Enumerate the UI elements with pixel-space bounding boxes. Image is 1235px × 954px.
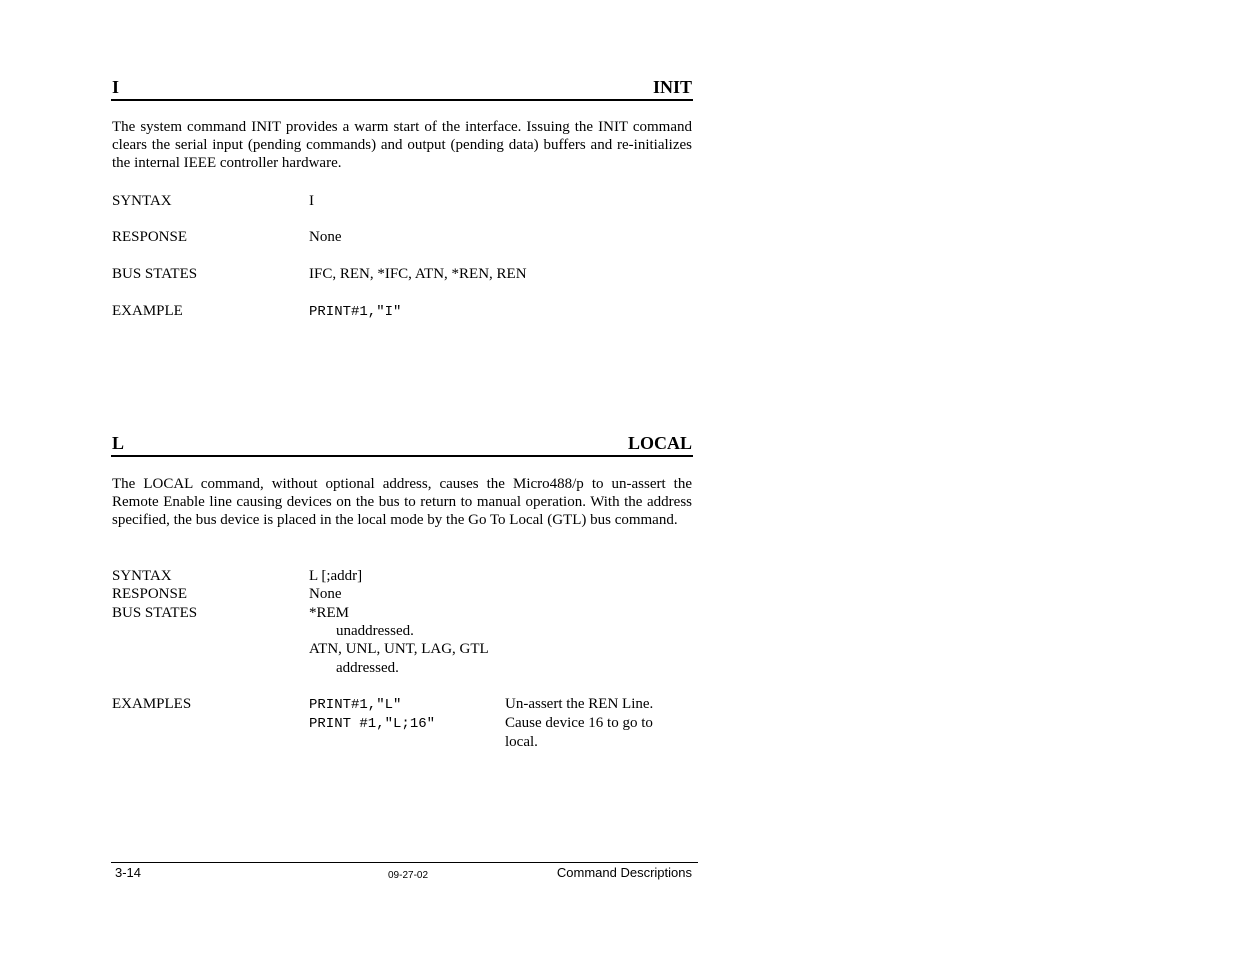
local-response-value: None (309, 586, 342, 602)
footer-rule (111, 862, 698, 863)
bus-state-entry: *REM (309, 605, 350, 621)
footer-date: 09-27-02 (388, 870, 429, 881)
local-syntax-value: L [;addr] (309, 568, 363, 584)
local-heading (111, 431, 693, 457)
local-title: LOCAL (627, 433, 692, 453)
bus-state-condition: addressed. (336, 660, 399, 676)
init-bus-states-value: IFC, REN, *IFC, ATN, *REN, REN (309, 266, 527, 282)
local-description: The LOCAL command, without optional address, causes the Micro488/p to un-assert the Remote Enable line causing devices on the bus to return to manual operation. With the address specified, the bus device is placed in the local mode by the Go To Local (GTL) bus command. (112, 476, 692, 528)
footer-page-number: 3-14 (115, 865, 142, 880)
footer-chapter-title: Command Descriptions (556, 865, 692, 880)
example-note: Cause device 16 to go to (505, 715, 653, 731)
bus-state-entry: ATN, UNL, UNT, LAG, GTL (309, 641, 489, 657)
init-title: INIT (652, 77, 692, 97)
init-example-label: EXAMPLE (112, 303, 183, 319)
init-syntax-label: SYNTAX (112, 193, 172, 209)
init-letter: I (112, 77, 120, 97)
example-code: PRINT#1,"L" (309, 697, 402, 713)
local-bus-states-label: BUS STATES (112, 605, 198, 621)
init-bus-states-label: BUS STATES (112, 266, 198, 282)
local-examples-label: EXAMPLES (112, 696, 192, 712)
example-note: Un-assert the REN Line. (505, 696, 654, 712)
init-response-value: None (309, 229, 342, 245)
example-note-continued: local. (505, 734, 538, 750)
example-code: PRINT #1,"L;16" (309, 716, 436, 732)
init-description: The system command INIT provides a warm start of the interface. Issuing the INIT command clears the serial input (pending commands) and output (pending data) buffers and re-initializes the internal IEEE controller hardware. (112, 119, 692, 171)
local-syntax-label: SYNTAX (112, 568, 172, 584)
init-response-label: RESPONSE (112, 229, 188, 245)
local-letter: L (112, 433, 125, 453)
local-response-label: RESPONSE (112, 586, 188, 602)
init-syntax-value: I (309, 193, 314, 209)
bus-state-condition: unaddressed. (336, 623, 414, 639)
init-example-code: PRINT#1,"I" (309, 304, 402, 320)
init-heading (111, 75, 693, 101)
